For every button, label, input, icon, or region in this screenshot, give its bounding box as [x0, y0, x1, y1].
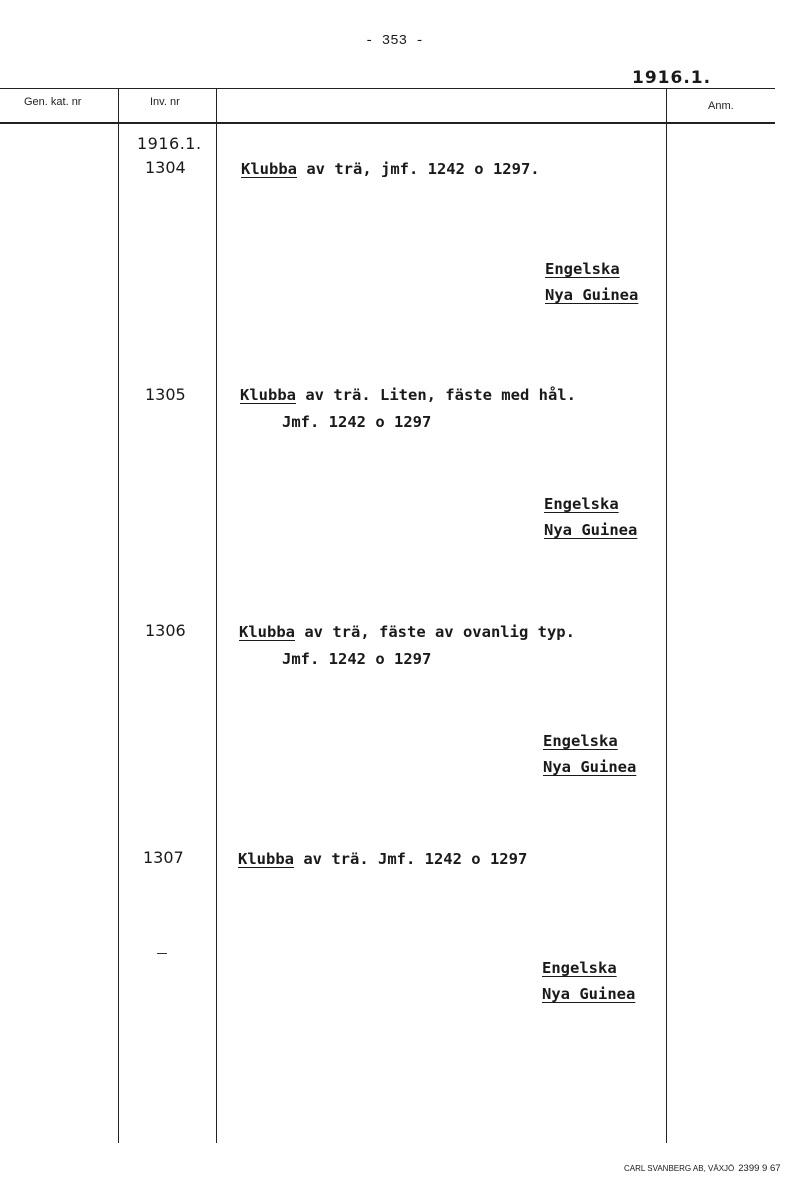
inv-number: 1306	[145, 621, 186, 640]
entry-description	[240, 386, 576, 404]
origin-line: Nya Guinea	[542, 985, 636, 1003]
printer-name: CARL SVANBERG AB, VÄXJÖ	[624, 1164, 735, 1173]
origin-line: Engelska	[543, 732, 618, 750]
origin-line: Nya Guinea	[543, 758, 637, 776]
entry-text: av trä. Jmf. 1242 o 1297	[294, 850, 528, 868]
page-number: - 353 -	[365, 33, 424, 49]
entry-keyword: Klubba	[240, 386, 296, 404]
header-bottom-rule	[0, 122, 775, 124]
entry-origin	[545, 256, 638, 308]
origin-line: Engelska	[542, 959, 617, 977]
header-top-rule	[0, 88, 775, 89]
column-header-anm: Anm.	[708, 100, 734, 112]
column-divider-desc-anm	[666, 88, 667, 1143]
entry-origin	[542, 955, 635, 1007]
entry-text: av trä, jmf. 1242 o 1297.	[297, 160, 540, 178]
printer-imprint	[624, 1163, 781, 1174]
entry-keyword: Klubba	[239, 623, 295, 641]
dash-mark	[157, 953, 167, 954]
entry-description	[238, 850, 527, 868]
form-code: 2399 9 67	[738, 1163, 781, 1174]
entry-keyword: Klubba	[241, 160, 297, 178]
origin-line: Engelska	[544, 495, 619, 513]
entry-text: av trä. Liten, fäste med hål.	[296, 386, 576, 404]
column-header-inv-nr: Inv. nr	[150, 96, 180, 108]
origin-line: Engelska	[545, 260, 620, 278]
entry-text: av trä, fäste av ovanlig typ.	[295, 623, 575, 641]
entry-description	[239, 623, 575, 641]
inv-number: 1305	[145, 385, 186, 404]
column-divider-gen-inv	[118, 88, 119, 1143]
entry-origin	[544, 491, 637, 543]
inv-number: 1307	[143, 848, 184, 867]
inv-year: 1916.1.	[137, 134, 202, 153]
origin-line: Nya Guinea	[544, 521, 638, 539]
entry-origin	[543, 728, 636, 780]
entry-description	[241, 160, 540, 178]
inv-number: 1304	[145, 158, 186, 177]
entry-keyword: Klubba	[238, 850, 294, 868]
entry-description-line2: Jmf. 1242 o 1297	[282, 650, 432, 668]
origin-line: Nya Guinea	[545, 286, 639, 304]
column-divider-inv-desc	[216, 88, 217, 1143]
series-number: 1916.1.	[632, 68, 712, 88]
column-header-gen-kat-nr: Gen. kat. nr	[24, 96, 82, 108]
entry-description-line2: Jmf. 1242 o 1297	[282, 413, 432, 431]
